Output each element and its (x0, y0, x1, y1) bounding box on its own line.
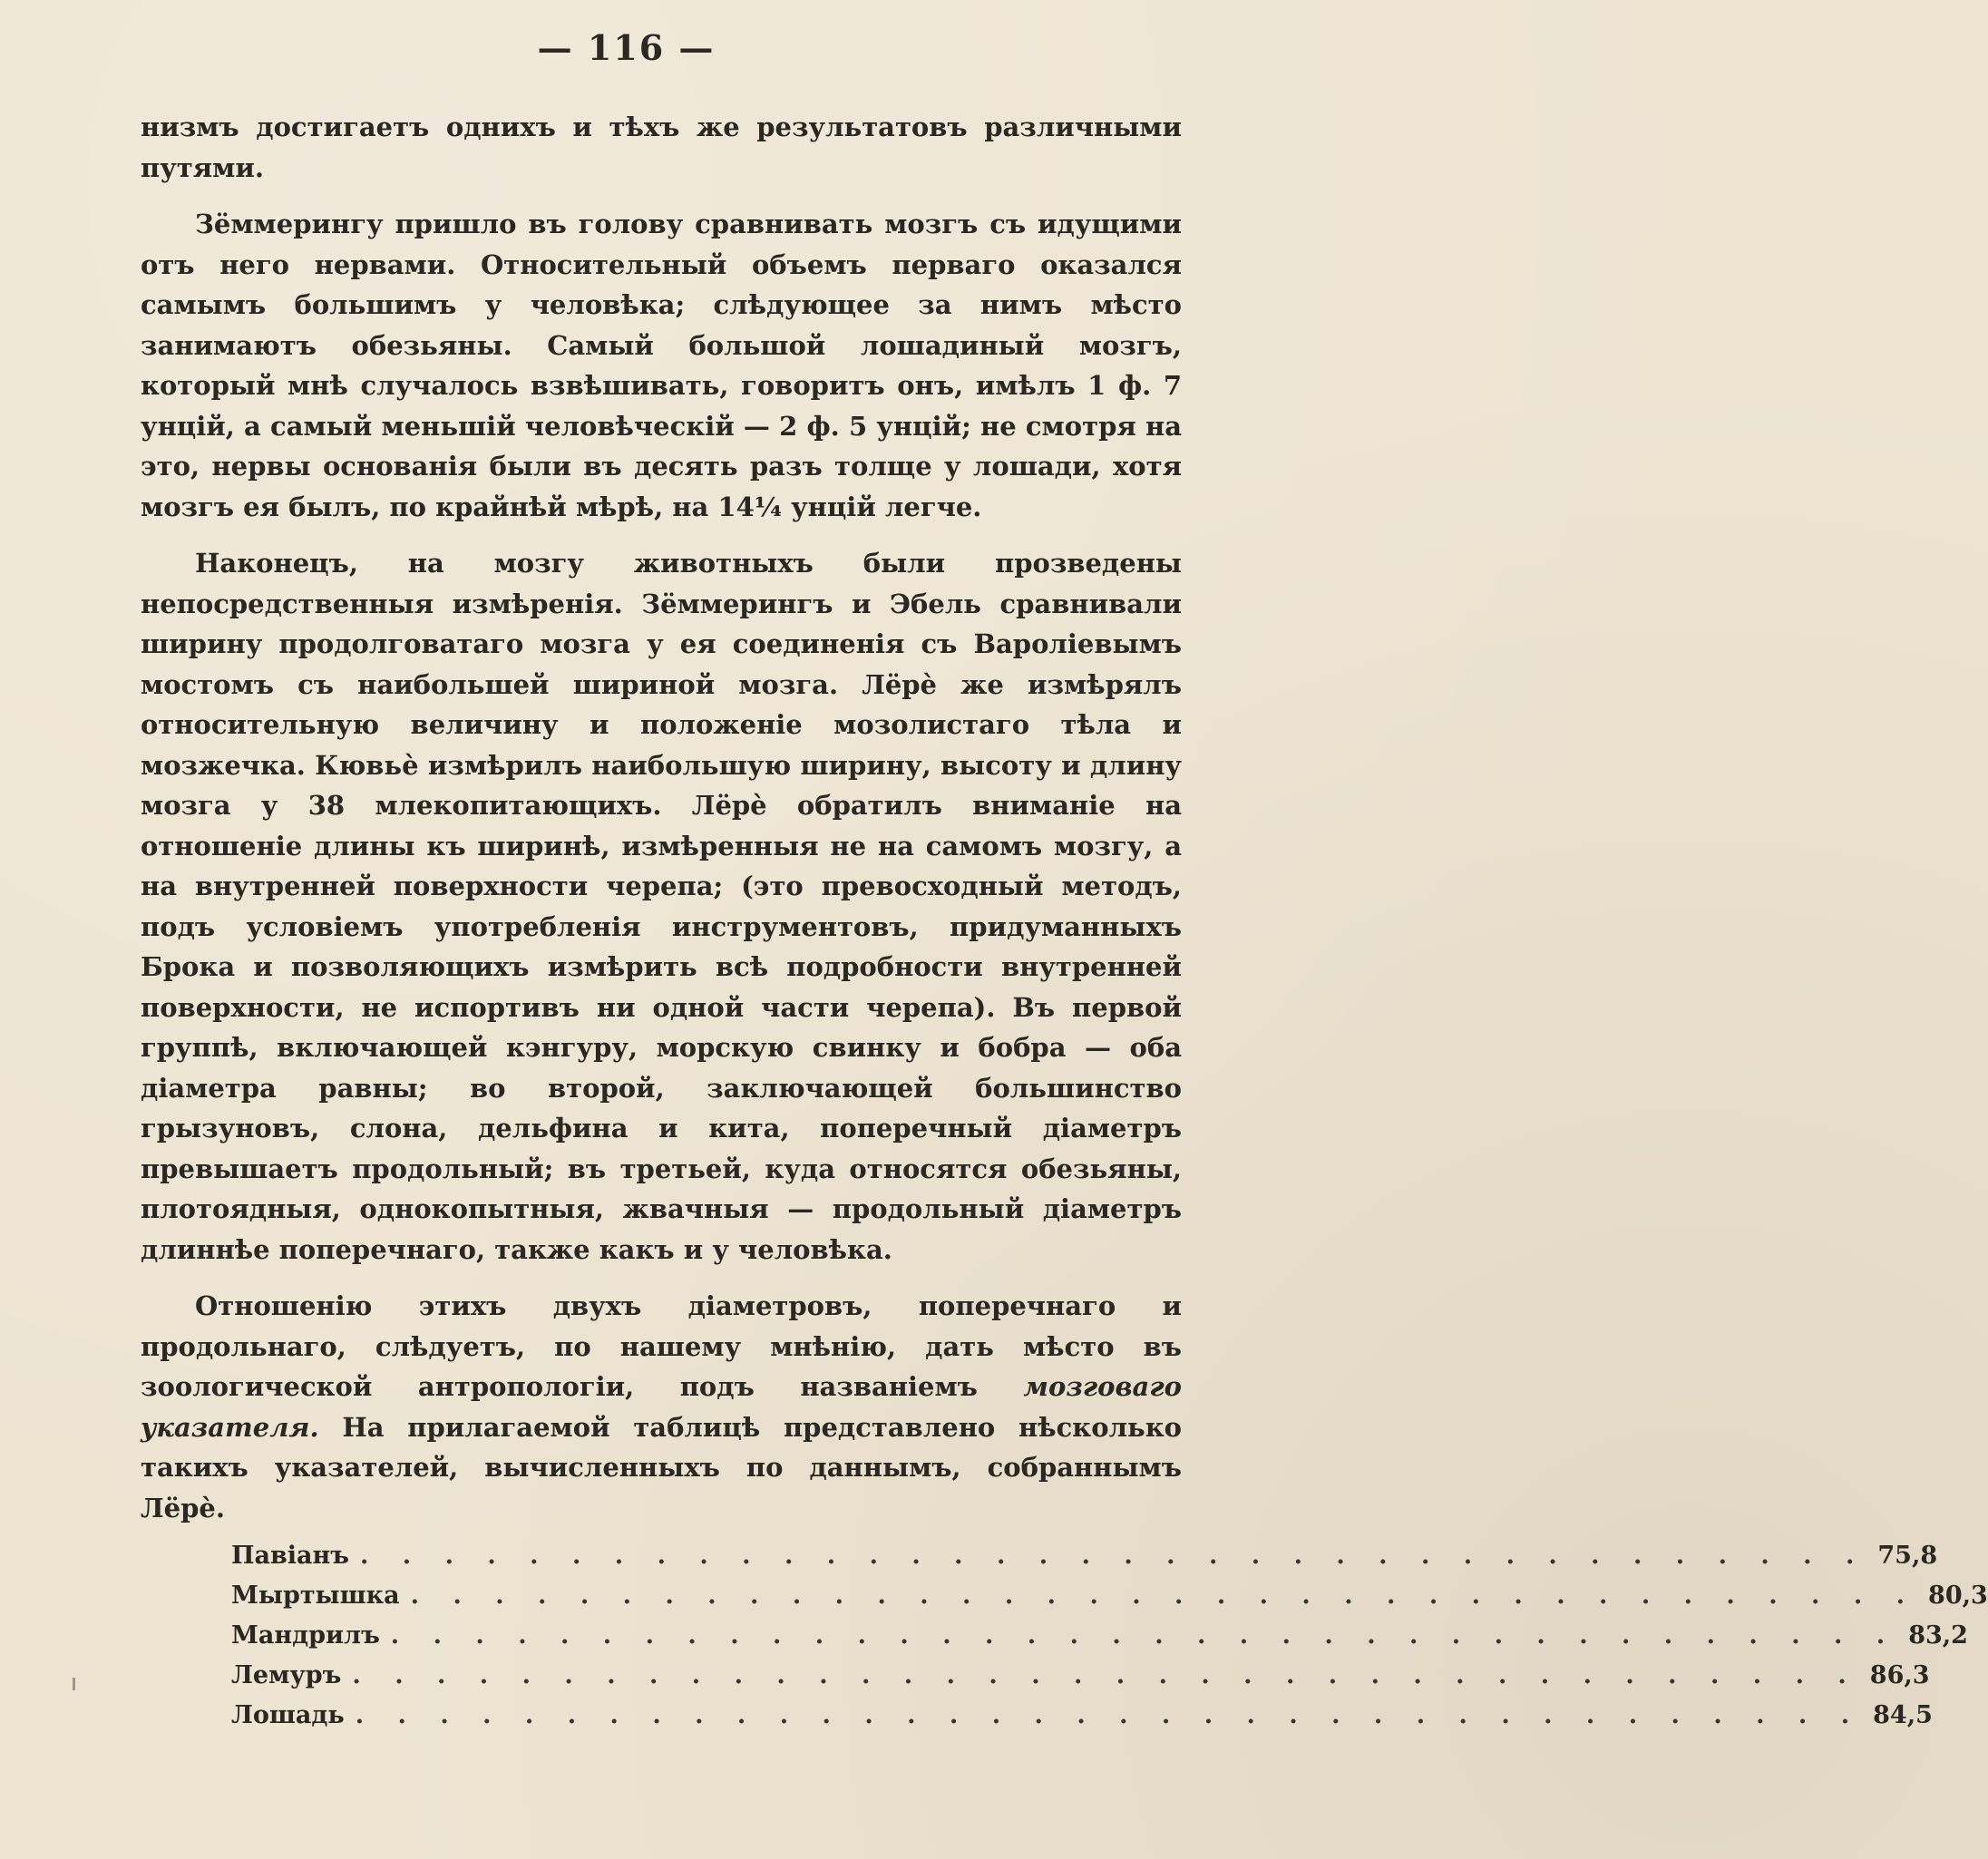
animal-name: Лошадь (231, 1701, 345, 1729)
paragraph-1: низмъ достигаетъ однихъ и тѣхъ же результатовъ различными путями. (141, 112, 1182, 183)
index-value: 84,5 (1873, 1701, 1933, 1729)
index-value: 75,8 (1877, 1542, 1938, 1570)
dot-leader: . . . . . . . . . . . . . . . . . . . . . . . . . . . . . . . . . . . . (359, 1542, 1867, 1570)
dot-leader: . . . . . . . . . . . . . . . . . . . . . . . . . . . . . . . . . . . . (355, 1701, 1863, 1729)
animal-name: Павіанъ (231, 1542, 349, 1570)
dot-leader: . . . . . . . . . . . . . . . . . . . . . . . . . . . . . . . . . . . . (390, 1621, 1898, 1650)
animal-name: Лемуръ (231, 1661, 342, 1689)
paragraph-3: Наконецъ, на мозгу животныхъ были прозведены непосредственныя измѣренія. Зёммерингъ и Эбель сравнивали ширину продолговатаго мозга у ея соединенія съ Вароліевымъ мостомъ съ наибольшей шириной мозга. Лёрè же измѣрялъ относительную величину и положеніе мозолистаго тѣла и мозжечка. Кювьè измѣрилъ наибольшую ширину, высоту и длину мозга у 38 млекопитающихъ. Лёрè обратилъ вниманіе на отношеніе длины къ ширинѣ, измѣренныя не на самомъ мозгу, а на внутренней поверхности черепа; (это превосходный методъ, подъ условіемъ употребленія инструментовъ, придуманныхъ Брока и позволяющихъ измѣрить всѣ подробности внутренней поверхности, не испортивъ ни одной части черепа). Въ первой группѣ, включающей кэнгуру, морскую свинку и бобра — оба діаметра равны; во второй, заключающей большинство грызуновъ, слона, дельфина и кита, поперечный діаметръ превышаетъ продольный; въ третьей, куда относятся обезьяны, плотоядныя, однокопытныя, жвачныя — продольный діаметръ длиннѣе поперечнаго, также какъ и у человѣка. (141, 548, 1182, 1265)
table-row (231, 1661, 1930, 1701)
index-value: 83,2 (1908, 1621, 1968, 1650)
animal-name: Мандрилъ (231, 1621, 380, 1650)
margin-mark (73, 1678, 75, 1690)
table-row (231, 1582, 1988, 1621)
paragraph-4-tail: На прилагаемой таблицѣ представлено нѣсколько такихъ указателей, вычисленныхъ по даннымъ, собраннымъ Лёрè. (141, 1411, 1182, 1523)
dot-leader: . . . . . . . . . . . . . . . . . . . . . . . . . . . . . . . . . . . . (410, 1582, 1918, 1610)
index-value: 86,3 (1869, 1661, 1930, 1689)
paragraph-2: Зёммерингу пришло въ голову сравнивать мозгъ съ идущими отъ него нервами. Относительный объемъ перваго оказался самымъ большимъ у человѣка; слѣдующее за нимъ мѣсто занимаютъ обезьяны. Самый большой лошадиный мозгъ, который мнѣ случалось взвѣшивать, говоритъ онъ, имѣлъ 1 ф. 7 унцій, а самый меньшій человѣческій — 2 ф. 5 унцій; не смотря на это, нервы основанія были въ десять разъ толще у лошади, хотя мозгъ ея былъ, по крайнѣй мѣрѣ, на 14¼ унцій легче. (141, 209, 1182, 522)
animal-name: Мыртышка (231, 1582, 400, 1610)
paragraph-4-lead: Отношенію этихъ двухъ діаметровъ, поперечнаго и продольнаго, слѣдуетъ, по нашему мнѣнію, дать мѣсто въ зоологической антропологіи, подъ названіемъ (141, 1290, 1182, 1402)
index-value: 80,3 (1928, 1582, 1988, 1610)
brain-index-table (231, 1542, 1988, 1741)
table-row (231, 1542, 1938, 1582)
table-row (231, 1701, 1933, 1741)
dot-leader: . . . . . . . . . . . . . . . . . . . . . . . . . . . . . . . . . . . . (352, 1661, 1859, 1689)
page-number: — 116 — (537, 27, 716, 68)
body-text (141, 107, 1182, 1544)
paragraph-4 (141, 1286, 1182, 1528)
table-row (231, 1621, 1968, 1661)
paragraph-4-italic-term: мозговаго указателя. (141, 1371, 1182, 1443)
